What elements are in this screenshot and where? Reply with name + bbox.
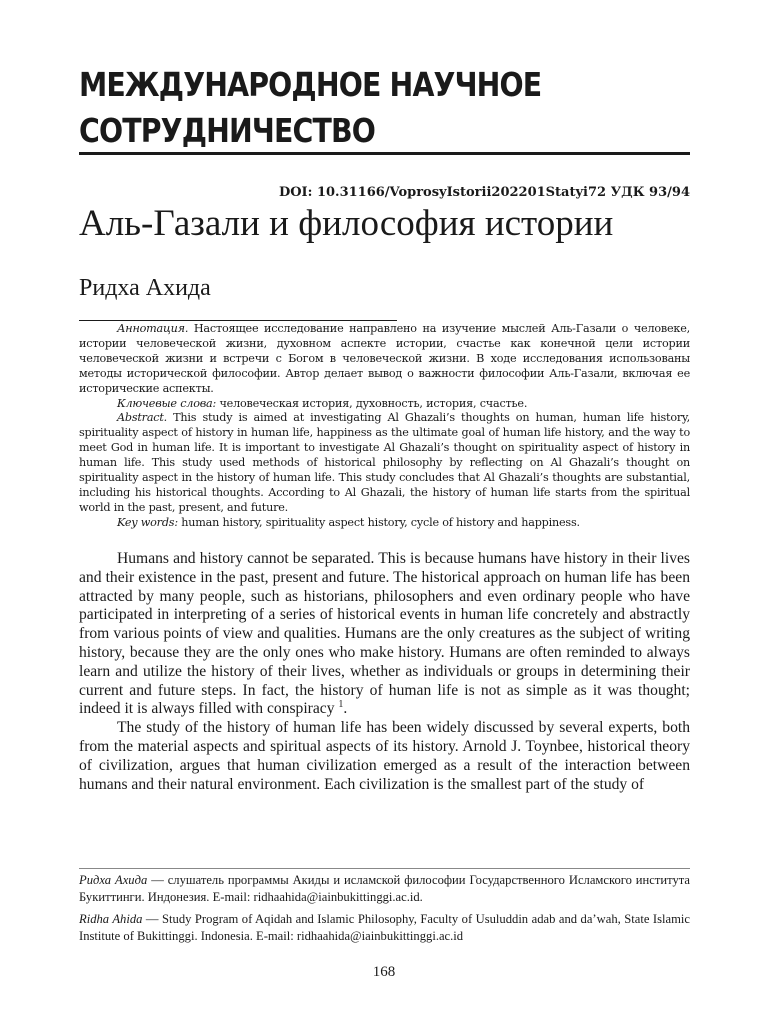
section-title-line-2: СОТРУДНИЧЕСТВО <box>79 111 376 150</box>
abstract-ru-label: Аннотация. <box>117 322 189 335</box>
section-header <box>79 62 690 154</box>
author-footnotes <box>79 872 690 950</box>
keywords-en-label: Key words: <box>117 515 178 529</box>
body-paragraph-1-end: . <box>343 700 348 718</box>
keywords-ru-text: человеческая история, духовность, история, счастье. <box>216 396 528 410</box>
footnote-en-text: — Study Program of Aqidah and Islamic Philosophy, Faculty of Usuluddin adab and da’wah, State Islamic Institute of Bukittinggi. Indonesia. E-mail: ridhaahida@iainbukittinggi.ac.id <box>79 912 690 943</box>
section-title-line-1: МЕЖДУНАРОДНОЕ НАУЧНОЕ <box>79 65 542 104</box>
footnote-ru-name: Ридха Ахида <box>79 873 148 887</box>
footnote-en-name: Ridha Ahida <box>79 912 143 926</box>
article-body <box>79 550 690 794</box>
abstract-block <box>79 322 690 531</box>
abstract-en <box>79 411 690 515</box>
section-divider <box>79 152 690 155</box>
abstract-en-text: This study is aimed at investigating Al Ghazali’s thoughts on human, human life history, spirituality aspect of history in human life, happiness as the ultimate goal of human life history, and the way to meet God in human life. It is important to investigate Al Ghazali’s thought on spirituality aspect of history in human life. This study used methods of historical philosophy by reflecting on Al Ghazali’s thought on spirituality aspect in the history of human life. This study concludes that Al Ghazali’s thoughts are substantial, including his historical thoughts. According to Al Ghazali, the history of human life starts from the spiritual world in the past, present, and future. <box>79 411 690 514</box>
abstract-divider <box>79 320 397 321</box>
keywords-en-text: human history, spirituality aspect history, cycle of history and happiness. <box>177 515 580 529</box>
footnote-ru <box>79 872 690 906</box>
keywords-ru <box>79 397 690 412</box>
footnote-en <box>79 911 690 945</box>
abstract-ru-text: Настоящее исследование направлено на изучение мыслей Аль-Газали о человеке, истории человеческой жизни, духовном аспекте истории, счастье как конечной цели истории человеческой жизни и встречи с Богом в человеческой жизни. В ходе исследования использованы методы исторической философии. Автор делает вывод о важности философии Аль-Газали, включая ее исторические аспекты. <box>79 322 690 395</box>
abstract-en-label: Abstract. <box>117 411 168 425</box>
footnote-ru-text: — слушатель программы Акиды и исламской философии Государственного Исламского института Букиттинги. Индонезия. E-mail: ridhaahida@iainbukittinggi.ac.id. <box>79 873 691 904</box>
doi-line: DOI: 10.31166/VoprosyIstorii202201Statyi72 УДК 93/94 <box>278 185 690 200</box>
footnote-reference[interactable]: 1 <box>338 699 344 711</box>
page-number: 168 <box>372 964 396 980</box>
article-title: Аль-Газали и философия истории <box>79 203 614 244</box>
footnote-divider <box>79 868 690 869</box>
body-paragraph-2: The study of the history of human life has been widely discussed by several experts, both from the material aspects and spiritual aspects of its history. Arnold J. Toynbee, historical theory of civilization, argues that human civilization emerged as a result of the interaction between humans and their natural environment. Each civilization is the smallest part of the study of <box>79 719 690 793</box>
keywords-en <box>79 516 690 531</box>
body-paragraph-1 <box>79 550 690 719</box>
body-paragraph-1-text: Humans and history cannot be separated. This is because humans have history in their lives and their existence in the past, present and future. The historical approach on human life has been attracted by many people, such as historians, philosophers and even ordinary people who have participated in interpreting of a series of historical events in human life concretely and abstractly from various points of view and qualities. Humans are the only creatures as the subject of writing history, because they are the only ones who make history. Humans are often reminded to always learn and utilize the history of their lives, whether as individuals or groups in determining their current and future steps. In fact, the history of human life is not as simple as it was thought; indeed it is always filled with conspiracy <box>79 550 690 718</box>
abstract-ru <box>79 322 690 397</box>
author-name: Ридха Ахида <box>79 275 211 301</box>
keywords-ru-label: Ключевые слова: <box>117 396 217 410</box>
